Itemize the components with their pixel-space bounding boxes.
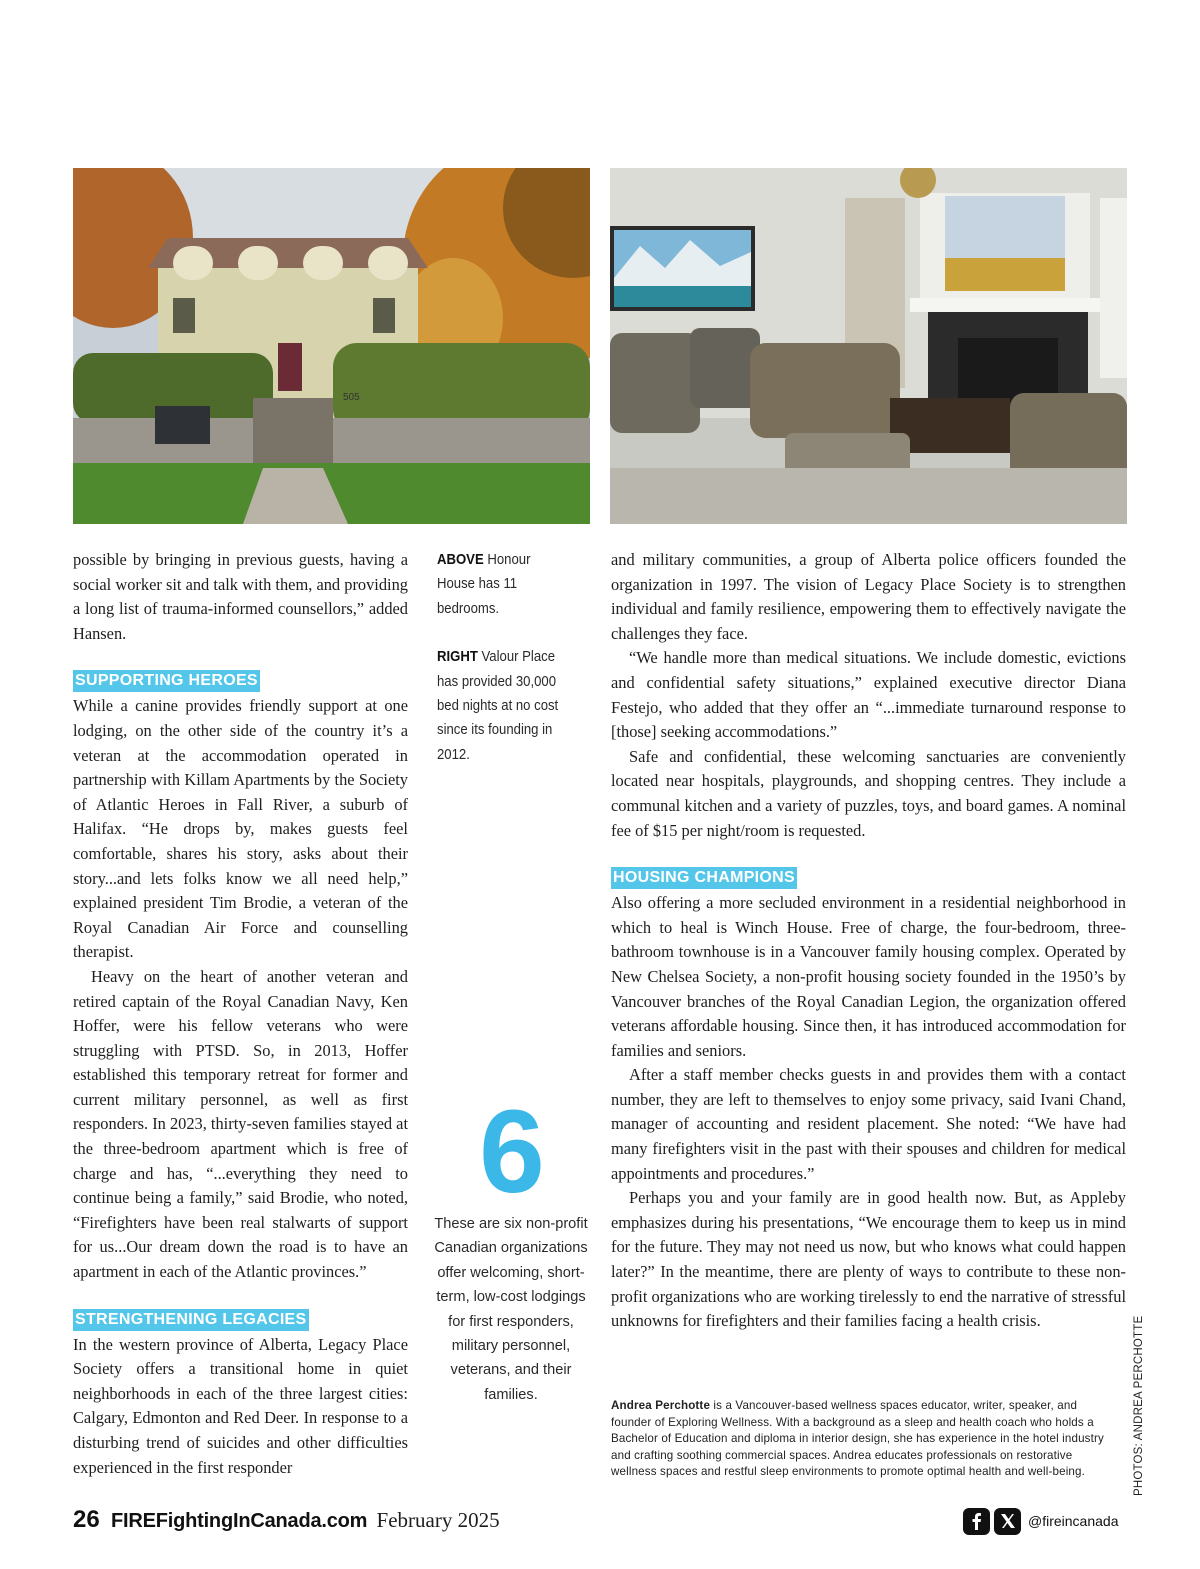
caption-above (437, 548, 572, 621)
legacy-paragraph-1: and military communities, a group of Alberta police officers founded the organization in 1997. The vision of Legacy Place Society is to strengthen individual and family resilience, empowering them to effectively navigate the challenges they face. (611, 550, 1126, 643)
page-footer (73, 1503, 500, 1537)
article-column-1 (73, 548, 408, 1480)
author-bio (611, 1398, 1111, 1481)
section-heading-strengthening-legacies: STRENGTHENING LEGACIES (73, 1309, 309, 1331)
photo-captions (437, 548, 572, 791)
page-number: 26 (73, 1506, 100, 1533)
caption-right-lead: RIGHT (437, 649, 478, 666)
caption-right (437, 645, 572, 767)
housing-paragraph-3: Perhaps you and your family are in good health now. But, as Appleby emphasizes during his presentations, “We encourage them to keep us in mind for the future. They may not need us now, but who knows what could happen later?” In the meantime, there are plenty of ways to contribute to these non-profit organizations who are working tirelessly to end the narrative of stressful unknowns for firefighters and their families facing a health crisis. (611, 1188, 1126, 1331)
supporting-heroes-paragraph-2: Heavy on the heart of another veteran and retired captain of the Royal Canadian Navy, Ken Hoffer, were his fellow veterans who were struggling with PTSD. So, in 2013, Hoffer established this temporary retreat for former and current military personnel, as well as first responders. In 2023, thirty-seven families stayed at the three-bedroom apartment which is free of charge and has, “...everything they need to continue being a family,” said Brodie, who noted, “Firefighters have been real stalwarts of support for us...Our dream down the road is to have an apartment in each of the Atlantic provinces.” (73, 966, 409, 1282)
legacy-paragraph-2: “We handle more than medical situations. We include domestic, evictions and confidential safety situations,” explained executive director Diana Festejo, who added that they offer an “...immediate turnaround response to [those] seeking accommodations.” (611, 648, 1126, 742)
article-column-3 (611, 548, 1126, 1334)
caption-right-text: Valour Place has provided 30,000 bed nights at no cost since its founding in 2012. (437, 649, 559, 763)
caption-above-text: Honour House has 11 bedrooms. (437, 552, 531, 617)
author-name: Andrea Perchotte (611, 1399, 711, 1412)
intro-paragraph: possible by bringing in previous guests, having a social worker sit and talk with them, and providing a long list of trauma-informed counsellors,” added Hansen. (73, 550, 408, 643)
valour-place-lounge-photo (610, 168, 1127, 524)
housing-paragraph-1: Also offering a more secluded environment in a residential neighborhood in which to heal is Winch House. Free of charge, the four-bedroom, three-bathroom townhouse is in a Vancouver family housing complex. Operated by New Chelsea Society, a non-profit housing society founded in the 1950’s by Vancouver branches of the Royal Canadian Legion, the organization offered veterans affordable housing. Since then, it has introduced accommodation for families and seniors. (611, 893, 1126, 1060)
social-links (963, 1506, 1119, 1536)
photo-credit: PHOTOS: ANDREA PERCHOTTE (1133, 1315, 1145, 1496)
honour-house-photo (73, 168, 590, 524)
stat-description: These are six non-profit Canadian organizations offer welcoming, short-term, low-cost lodgings for first responders, military personnel, veterans, and their families. (434, 1216, 588, 1403)
strengthening-legacies-paragraph: In the western province of Alberta, Legacy Place Society offers a transitional home in quiet neighborhoods in each of the three largest cities: Calgary, Edmonton and Red Deer. In response to a disturbing trend of suicides and other difficulties experienced in the first responder (73, 1334, 408, 1477)
site-name[interactable]: FIREFightingInCanada.com (110, 1510, 368, 1532)
x-icon[interactable] (994, 1508, 1021, 1535)
housing-paragraph-2: After a staff member checks guests in and provides them with a contact number, they are left to themselves to enjoy some privacy, said Ivani Chand, manager of accounting and resident placement. She noted: “We have had many firefighters visit in the past with their spouses and children for medical appointments and procedures.” (611, 1065, 1126, 1183)
issue-date: February 2025 (376, 1508, 500, 1532)
stat-number: 6 (479, 1086, 545, 1218)
social-handle[interactable]: @fireincanada (1028, 1513, 1119, 1529)
legacy-paragraph-3: Safe and confidential, these welcoming sanctuaries are conveniently located near hospitals, playgrounds, and shopping centres. They include a communal kitchen and a variety of puzzles, toys, and board games. A nominal fee of $15 per night/room is requested. (611, 746, 1126, 840)
section-heading-housing-champions: HOUSING CHAMPIONS (611, 867, 797, 889)
address-number: 505 (343, 392, 360, 403)
facebook-icon[interactable] (963, 1508, 990, 1535)
author-bio-text: is a Vancouver-based wellness spaces educator, writer, speaker, and founder of Exploring Wellness. With a background as a sleep and health coach who holds a Bachelor of Education and diploma in interior design, she has experience in the hotel industry and crafting soothing commercial spaces. Andrea educates professionals on restorative wellness spaces and restful sleep environments to promote optimal health and well-being. (611, 1399, 1104, 1479)
supporting-heroes-paragraph-1: While a canine provides friendly support at one lodging, on the other side of the country it’s a veteran at the accommodation operated in partnership with Killam Apartments by the Society of Atlantic Heroes in Fall River, a suburb of Halifax. “He drops by, makes guests feel comfortable, shares his story, asks about their story...and lets folks know we all need help,” explained president Tim Brodie, a veteran of the Royal Canadian Air Force and counselling therapist. (73, 696, 408, 962)
caption-above-lead: ABOVE (437, 552, 484, 568)
section-heading-supporting-heroes: SUPPORTING HEROES (73, 670, 260, 692)
